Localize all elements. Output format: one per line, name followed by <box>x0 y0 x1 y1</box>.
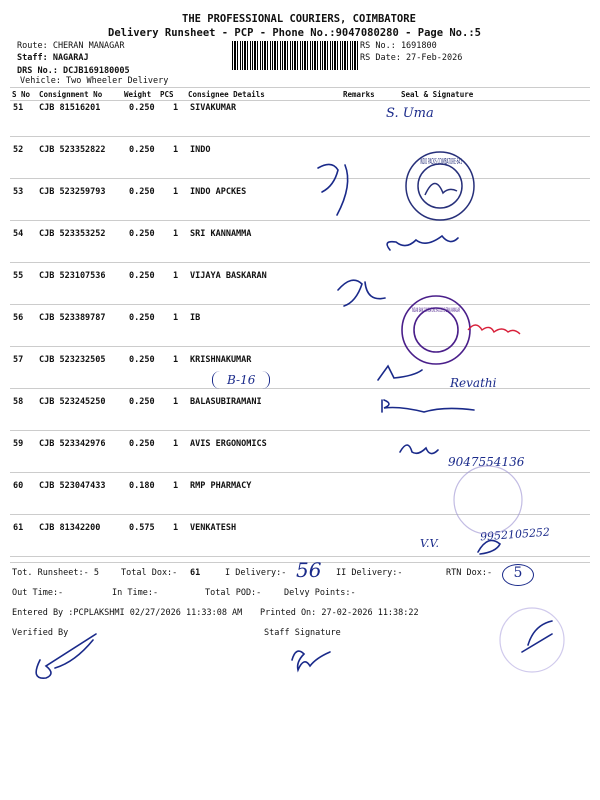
row-pcs: 1 <box>173 229 179 239</box>
signature-r51: S. Uma <box>386 106 434 121</box>
phone-r60: 9047554136 <box>448 455 525 469</box>
row-pcs: 1 <box>173 187 179 197</box>
col-pcs: PCS <box>160 90 174 99</box>
total-dox-label: Total Dox:- <box>121 568 178 578</box>
row-weight: 0.575 <box>129 523 155 533</box>
col-seal: Seal & Signature <box>401 90 474 99</box>
row-consignee: SRI KANNAMMA <box>190 229 252 239</box>
row-pcs: 1 <box>173 481 179 491</box>
phone-r61: 9952105252 <box>479 525 551 544</box>
row-consignee: SIVAKUMAR <box>190 103 237 113</box>
row-pcs: 1 <box>173 439 179 449</box>
vehicle: Vehicle: Two Wheeler Delivery <box>20 76 169 86</box>
row-weight: 0.250 <box>129 439 155 449</box>
in-time: In Time:- <box>112 588 159 598</box>
row-sno: 52 <box>13 145 24 155</box>
row-sno: 59 <box>13 439 24 449</box>
col-weight: Weight <box>124 90 152 99</box>
row-weight: 0.250 <box>129 355 155 365</box>
total-dox-value: 61 <box>190 568 201 578</box>
row-pcs: 1 <box>173 313 179 323</box>
printed-on: Printed On: 27-02-2026 11:38:22 <box>260 608 419 618</box>
row-sno: 54 <box>13 229 24 239</box>
verified-by: Verified By <box>12 628 69 638</box>
row-consignment-no: CJB 81342200 <box>39 523 101 533</box>
signature-r52 <box>318 164 348 215</box>
delvy-points: Delvy Points:- <box>284 588 356 598</box>
stamp-indian-bank <box>402 296 470 364</box>
signature-r57 <box>378 366 422 380</box>
corner-signature <box>522 621 552 652</box>
rtn-handwritten: 5 <box>502 564 534 586</box>
out-time: Out Time:- <box>12 588 64 598</box>
row-consignee: INDO APCKES <box>190 187 247 197</box>
row-consignee: RMP PHARMACY <box>190 481 252 491</box>
row-consignee: VIJAYA BASKARAN <box>190 271 267 281</box>
col-remarks: Remarks <box>343 90 375 99</box>
col-consignment: Consignment No <box>39 90 103 99</box>
stamp-faded-corner <box>500 608 564 672</box>
row-weight: 0.250 <box>129 229 155 239</box>
row-pcs: 1 <box>173 355 179 365</box>
drs-no: DRS No.: DCJB169180005 <box>17 66 130 76</box>
signature-r61: V.V. <box>420 537 440 550</box>
staff-handwritten-signature <box>292 651 330 670</box>
stamp-faded-r60 <box>454 466 522 534</box>
stamp-indo-text: INDO PACKS COIMBATORE-641 <box>420 157 462 166</box>
row-pcs: 1 <box>173 103 179 113</box>
row-sno: 60 <box>13 481 24 491</box>
row-sno: 61 <box>13 523 24 533</box>
row-weight: 0.250 <box>129 271 155 281</box>
row-sno: 53 <box>13 187 24 197</box>
row-consignee: AVIS ERGONOMICS <box>190 439 267 449</box>
col-consignee: Consignee Details <box>188 90 265 99</box>
row-consignee: KRISHNAKUMAR <box>190 355 252 365</box>
signature-r61-scribble <box>478 540 500 554</box>
row-consignee: VENKATESH <box>190 523 237 533</box>
row-consignment-no: CJB 523107536 <box>39 271 106 281</box>
row-sno: 57 <box>13 355 24 365</box>
i-delivery-handwritten: 56 <box>296 558 322 582</box>
row-weight: 0.180 <box>129 481 155 491</box>
col-sno: S No <box>12 90 31 99</box>
row-consignment-no: CJB 523352822 <box>39 145 106 155</box>
row-sno: 56 <box>13 313 24 323</box>
row-consignee: IB <box>190 313 201 323</box>
row-sno: 51 <box>13 103 24 113</box>
row-weight: 0.250 <box>129 397 155 407</box>
row-consignment-no: CJB 81516201 <box>39 103 101 113</box>
remark-r57: B-16 <box>212 371 270 389</box>
rs-date: RS Date: 27-Feb-2026 <box>360 53 463 63</box>
row-sno: 58 <box>13 397 24 407</box>
row-pcs: 1 <box>173 145 179 155</box>
row-pcs: 1 <box>173 523 179 533</box>
staff: Staff: NAGARAJ <box>17 53 89 63</box>
stamp-bank-text: INDIAN BANK COIMBATORE 641025 CHERAN MANAGAR <box>412 306 461 314</box>
row-consignment-no: CJB 523353252 <box>39 229 106 239</box>
row-weight: 0.250 <box>129 103 155 113</box>
signature-r55 <box>338 280 385 306</box>
row-weight: 0.250 <box>129 145 155 155</box>
signature-r54 <box>387 236 458 250</box>
row-consignee: BALASUBIRAMANI <box>190 397 262 407</box>
company-title: THE PROFESSIONAL COURIERS, COIMBATORE <box>182 13 416 25</box>
rtn-dox: RTN Dox:- <box>446 568 493 578</box>
total-pod: Total POD:- <box>205 588 262 598</box>
ii-delivery: II Delivery:- <box>336 568 403 578</box>
row-consignment-no: CJB 523232505 <box>39 355 106 365</box>
row-sno: 55 <box>13 271 24 281</box>
route: Route: CHERAN MANAGAR <box>17 41 125 51</box>
row-consignment-no: CJB 523389787 <box>39 313 106 323</box>
staff-signature: Staff Signature <box>264 628 341 638</box>
row-consignment-no: CJB 523342976 <box>39 439 106 449</box>
row-weight: 0.250 <box>129 187 155 197</box>
signature-r59 <box>400 445 438 454</box>
row-consignee: INDO <box>190 145 211 155</box>
verified-signature <box>36 634 96 678</box>
stamp-indo-packs <box>406 152 474 220</box>
remarks-red <box>468 325 520 334</box>
row-weight: 0.250 <box>129 313 155 323</box>
tot-runsheet: Tot. Runsheet:- 5 <box>12 568 99 578</box>
row-consignment-no: CJB 523047433 <box>39 481 106 491</box>
row-pcs: 1 <box>173 271 179 281</box>
i-delivery: I Delivery:- <box>225 568 287 578</box>
row-consignment-no: CJB 523259793 <box>39 187 106 197</box>
signature-r58 <box>382 400 474 412</box>
row-pcs: 1 <box>173 397 179 407</box>
rs-no: RS No.: 1691800 <box>360 41 437 51</box>
row-consignment-no: CJB 523245250 <box>39 397 106 407</box>
signature-r58-name: Revathi <box>450 376 497 390</box>
entered-by: Entered By :PCPLAKSHMI 02/27/2026 11:33:08 AM <box>12 608 243 618</box>
runsheet-subtitle: Delivery Runsheet - PCP - Phone No.:9047080280 - Page No.:5 <box>108 27 481 39</box>
